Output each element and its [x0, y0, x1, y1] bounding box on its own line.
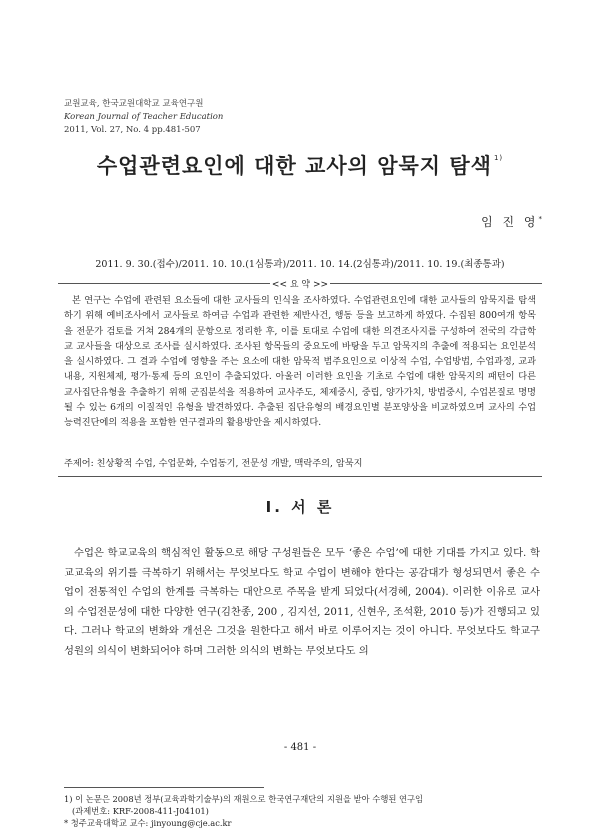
- abstract-text: 본 연구는 수업에 관련된 요소들에 대한 교사들의 인식을 조사하였다. 수업관련요인에 대한 교사들의 암묵지를 탐색하기 위해 예비조사에서 교사들로 하여금 수업과 관련한 제반사건, 행동 등을 보고하게 하였다. 수집된 800여개 항목을 전문가 검토를 거쳐 284개의 문항으로 정리한 후, 이를 토대로 수업에 대한 의견조사지를 구성하여 전국의 각급학교 교사들을 대상으로 조사를 실시하였다. 조사된 항목들의 중요도에 바탕을 두고 암묵지의 추출에 적용되는 요인분석을 실시하였다. 그 결과 수업에 영향을 주는 요소에 대한 암묵적 범주요인으로 이상적 수업, 수업방법, 수업과정, 교과내용, 지원체제, 평가·통제 등의 요인이 추출되었다. 아울러 이러한 요인을 기초로 수업에 대한 암묵지의 패턴이 다른 교사집단유형을 추출하기 위해 군집분석을 적용하여 교사주도, 체제중시, 중립, 양가가치, 방법중시, 수업본질로 명명될 수 있는 6개의 이질적인 유형을 발견하였다. 추출된 집단유형의 배경요인별 분포양상을 비교하였으며 교사의 수업능력진단에의 적용을 포함한 연구결과의 활용방안을 제시하였다.: [64, 295, 536, 429]
- abstract-rule-right: [330, 283, 542, 284]
- footnote-funding: 1) 이 논문은 2008년 정부(교육과학기술부)의 재원으로 한국연구재단의 지원을 받아 수행된 연구임: [64, 794, 424, 804]
- journal-name-english: Korean Journal of Teacher Education: [64, 112, 224, 122]
- footnote-author-affiliation: * 청주교육대학교 교수: jinyoung@cje.ac.kr: [64, 818, 232, 828]
- body-paragraph: 수업은 학교교육의 핵심적인 활동으로 해당 구성원들은 모두 ‘좋은 수업’에 대한 기대를 가지고 있다. 학교교육의 위기를 극복하기 위해서는 무엇보다도 학교 수업이 변해야 한다는 공감대가 형성되면서 좋은 수업이 전통적인 수업의 한계를 극복하는 대안으로 주목을 받게 되었다(서경혜, 2004). 이러한 이유로 교사의 수업전문성에 대한 다양한 연구(김찬종, 200 , 김지선, 2011, 신현우, 조석환, 2010 등)가 진행되고 있다. 그러나 학교의 변화와 개선은 그것을 원한다고 해서 바로 이루어지는 것이 아니다. 무엇보다도 학교구성원의 의식이 변화되어야 하며 그러한 의식의 변화는 무엇보다도 의: [64, 547, 540, 657]
- body-text: [64, 544, 540, 662]
- author-name: 임 진 영: [481, 215, 539, 229]
- abstract-rule-left: [58, 283, 270, 284]
- journal-name-korean: 교원교육, 한국교원대학교 교육연구원: [64, 99, 204, 109]
- footnote-rule: [64, 787, 264, 788]
- submission-dates: 2011. 9. 30.(접수)/2011. 10. 10.(1심통과)/2011. 10. 14.(2심통과)/2011. 10. 19.(최종통과): [95, 259, 505, 270]
- paper-title-text: 수업관련요인에 대한 교사의 암묵지 탐색: [96, 154, 492, 178]
- author: [481, 213, 542, 230]
- abstract: [64, 293, 536, 431]
- abstract-header: [58, 276, 542, 290]
- title-footnote-mark: 1): [493, 154, 504, 162]
- keywords: 주제어: 친상황적 수업, 수업문화, 수업동기, 전문성 개발, 맥락주의, 암묵지: [64, 458, 363, 469]
- footnotes: [64, 793, 540, 829]
- journal-volume: 2011, Vol. 27, No. 4 pp.481-507: [64, 125, 201, 135]
- page-number: - 481 -: [283, 742, 317, 753]
- abstract-bottom-rule: [58, 476, 542, 477]
- footnote-grant-number: (과제번호: KRF-2008-411-J04101): [72, 806, 209, 816]
- paper-title: [0, 150, 600, 180]
- section-heading: Ⅰ. 서 론: [265, 498, 335, 516]
- journal-info: [64, 98, 223, 137]
- author-footnote-mark: *: [538, 215, 542, 223]
- abstract-label: << 요 약 >>: [271, 280, 329, 290]
